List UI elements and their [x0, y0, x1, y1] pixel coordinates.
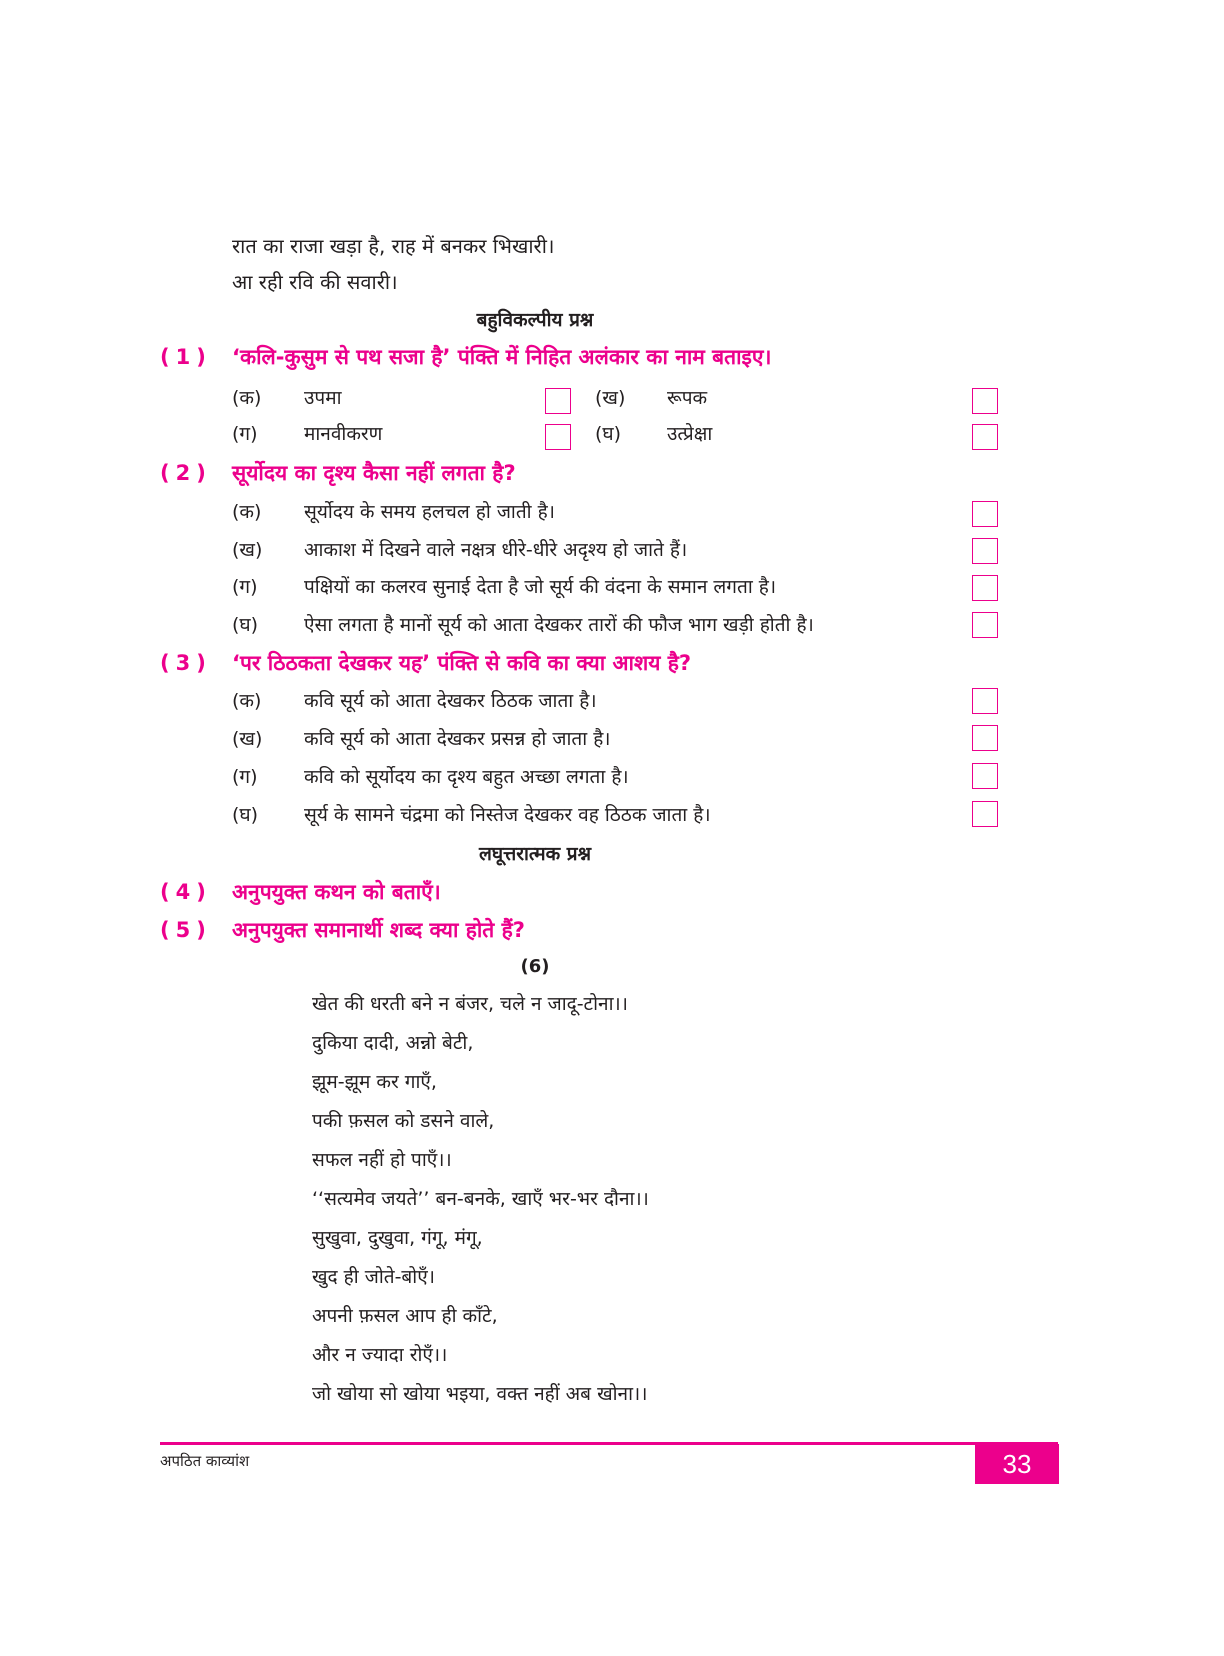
option-text: आकाश में दिखने वाले नक्षत्र धीरे-धीरे अदृश्य हो जाते हैं। — [304, 539, 688, 561]
poem-line-3: झूम-झूम कर गाएँ, — [312, 1071, 437, 1093]
poem-line-1: खेत की धरती बने न बंजर, चले न जादू-टोना।। — [312, 993, 628, 1015]
option-label: (घ) — [232, 804, 259, 826]
option-label: (ख) — [595, 387, 626, 409]
poem-line-8: खुद ही जोते-बोएँ। — [312, 1266, 435, 1288]
option-label: (घ) — [595, 423, 622, 445]
question-number: (1) — [160, 345, 212, 369]
option-label: (ख) — [232, 539, 263, 561]
intro-line-1: रात का राजा खड़ा है, राह में बनकर भिखारी। — [232, 234, 555, 258]
answer-checkbox-2b[interactable] — [972, 538, 998, 564]
question-text: अनुपयुक्त समानार्थी शब्द क्या होते हैं? — [232, 918, 525, 942]
option-label: (घ) — [232, 614, 259, 636]
question-4 — [160, 877, 441, 907]
question-text: सूर्योदय का दृश्य कैसा नहीं लगता है? — [232, 461, 516, 485]
poem-line-10: और न ज्यादा रोएँ।। — [312, 1344, 448, 1366]
poem-line-5: सफल नहीं हो पाएँ।। — [312, 1149, 452, 1171]
poem-line-7: सुखुवा, दुखुवा, गंगू, मंगू, — [312, 1227, 483, 1249]
option-label: (क) — [232, 501, 262, 523]
option-2c — [232, 573, 776, 601]
option-text: कवि सूर्य को आता देखकर ठिठक जाता है। — [304, 690, 597, 712]
option-label: (ख) — [232, 728, 263, 750]
option-2b — [232, 536, 687, 564]
answer-checkbox-1b[interactable] — [972, 388, 998, 414]
footer-rule — [160, 1442, 1058, 1445]
question-number: (3) — [160, 651, 212, 675]
option-label: (क) — [232, 690, 262, 712]
option-3d — [232, 801, 711, 829]
question-5 — [160, 915, 525, 945]
option-text: रूपक — [667, 387, 708, 409]
question-number: (5) — [160, 918, 212, 942]
question-2 — [160, 458, 516, 488]
poem-line-2: दुकिया दादी, अन्नो बेटी, — [312, 1032, 474, 1054]
answer-checkbox-3b[interactable] — [972, 725, 998, 751]
footer-title: अपठित काव्यांश — [160, 1452, 250, 1470]
answer-checkbox-2d[interactable] — [972, 612, 998, 638]
option-1a — [232, 384, 342, 412]
question-3 — [160, 648, 691, 678]
question-number: (2) — [160, 461, 212, 485]
answer-checkbox-3c[interactable] — [972, 763, 998, 789]
mcq-heading: बहुविकल्पीय प्रश्न — [476, 309, 594, 331]
option-1b — [595, 384, 707, 412]
poem-line-11: जो खोया सो खोया भइया, वक्त नहीं अब खोना।। — [312, 1383, 648, 1405]
option-text: ऐसा लगता है मानों सूर्य को आता देखकर तारों की फौज भाग खड़ी होती है। — [304, 614, 814, 636]
answer-checkbox-1c[interactable] — [545, 424, 571, 450]
intro-line-2: आ रही रवि की सवारी। — [232, 270, 398, 294]
poem-line-6: ‘‘सत्यमेव जयते’’ बन-बनके, खाएँ भर-भर दौना।। — [312, 1188, 649, 1210]
option-text: कवि सूर्य को आता देखकर प्रसन्न हो जाता है। — [304, 728, 611, 750]
option-text: उपमा — [304, 387, 342, 409]
option-2a — [232, 498, 555, 526]
question-text: ‘कलि-कुसुम से पथ सजा है’ पंक्ति में निहित अलंकार का नाम बताइए। — [232, 345, 772, 369]
option-text: सूर्य के सामने चंद्रमा को निस्तेज देखकर वह ठिठक जाता है। — [304, 804, 711, 826]
answer-checkbox-3a[interactable] — [972, 688, 998, 714]
answer-checkbox-1d[interactable] — [972, 424, 998, 450]
option-label: (ग) — [232, 423, 258, 445]
option-text: कवि को सूर्योदय का दृश्य बहुत अच्छा लगता है। — [304, 766, 629, 788]
option-label: (ग) — [232, 576, 258, 598]
question-text: ‘पर ठिठकता देखकर यह’ पंक्ति से कवि का क्या आशय है? — [232, 651, 692, 675]
answer-checkbox-1a[interactable] — [545, 388, 571, 414]
answer-checkbox-2a[interactable] — [972, 501, 998, 527]
option-label: (क) — [232, 387, 262, 409]
question-number: (4) — [160, 880, 212, 904]
answer-checkbox-2c[interactable] — [972, 575, 998, 601]
option-1c — [232, 420, 382, 448]
poem-line-9: अपनी फ़सल आप ही काँटे, — [312, 1305, 498, 1327]
short-answer-heading: लघूत्तरात्मक प्रश्न — [478, 843, 592, 865]
option-text: पक्षियों का कलरव सुनाई देता है जो सूर्य की वंदना के समान लगता है। — [304, 576, 777, 598]
poem-line-4: पकी फ़सल को डसने वाले, — [312, 1110, 495, 1132]
option-3b — [232, 725, 611, 753]
option-3c — [232, 763, 629, 791]
question-1 — [160, 342, 771, 372]
option-3a — [232, 687, 597, 715]
page-number: 33 — [975, 1444, 1059, 1484]
option-text: मानवीकरण — [304, 423, 383, 445]
option-text: सूर्योदय के समय हलचल हो जाती है। — [304, 501, 555, 523]
option-1d — [595, 420, 712, 448]
question-text: अनुपयुक्त कथन को बताएँ। — [232, 880, 441, 904]
section-number: (6) — [520, 956, 550, 977]
option-2d — [232, 611, 814, 639]
answer-checkbox-3d[interactable] — [972, 801, 998, 827]
option-text: उत्प्रेक्षा — [667, 423, 713, 445]
option-label: (ग) — [232, 766, 258, 788]
